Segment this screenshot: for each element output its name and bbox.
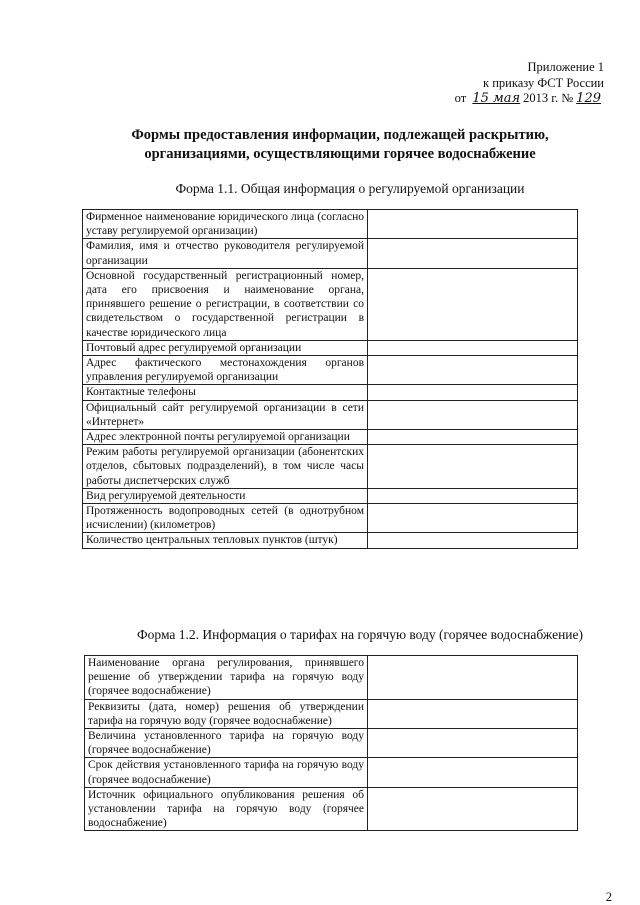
order-date-line (455, 91, 604, 107)
row-value-cell (368, 340, 578, 355)
table-row (83, 268, 578, 340)
table-row (83, 385, 578, 400)
row-value-cell (368, 488, 578, 503)
row-value-cell (368, 356, 578, 385)
table-row (83, 488, 578, 503)
table-row (83, 400, 578, 429)
row-value-cell (368, 268, 578, 340)
row-value-cell (368, 400, 578, 429)
table-row (83, 430, 578, 445)
row-value-cell (368, 729, 578, 758)
row-value-cell (368, 699, 578, 728)
row-value-cell (368, 504, 578, 533)
table-row (85, 729, 578, 758)
row-label: Официальный сайт регулируемой организации в сети «Интернет» (83, 400, 368, 429)
table-row (83, 445, 578, 489)
table-row (85, 758, 578, 787)
row-value-cell (368, 430, 578, 445)
row-label: Фирменное наименование юридического лица (согласно уставу регулируемой организации) (83, 210, 368, 239)
table-row (83, 239, 578, 268)
row-value-cell (368, 758, 578, 787)
row-label: Режим работы регулируемой организации (абонентских отделов, сбытовых подразделений), в том числе часы работы диспетчерских служб (83, 445, 368, 489)
form-1-2-table (84, 655, 578, 831)
form-1-1-title: Форма 1.1. Общая информация о регулируемой организации (175, 181, 525, 196)
document-title: Формы предоставления информации, подлежащей раскрытию, организациями, осуществляющими горячее водоснабжение (131, 127, 549, 162)
order-year: 2013 г. № (523, 91, 574, 105)
row-label: Основной государственный регистрационный номер, дата его присвоения и наименование органа, принявшего решение о регистрации, в соответствии со свидетельством о государственной регистрации в качестве юридического лица (83, 268, 368, 340)
row-value-cell (368, 239, 578, 268)
row-label: Фамилия, имя и отчество руководителя регулируемой организации (83, 239, 368, 268)
row-value-cell (368, 656, 578, 700)
table-row (83, 356, 578, 385)
table-row (83, 533, 578, 548)
table-row (83, 210, 578, 239)
appendix-label: Приложение 1 (527, 60, 604, 74)
row-label: Протяженность водопроводных сетей (в однотрубном исчислении) (километров) (83, 504, 368, 533)
row-label: Источник официального опубликования решения об установлении тарифа на горячую воду (горячее водоснабжение) (85, 787, 368, 831)
row-value-cell (368, 445, 578, 489)
row-value-cell (368, 533, 578, 548)
handwritten-date: 15 мая (472, 91, 521, 106)
table-row (85, 656, 578, 700)
table-row (83, 340, 578, 355)
row-label: Срок действия установленного тарифа на горячую воду (горячее водоснабжение) (85, 758, 368, 787)
row-value-cell (368, 210, 578, 239)
row-label: Количество центральных тепловых пунктов (штук) (83, 533, 368, 548)
table-row (83, 504, 578, 533)
form-1-2-title: Форма 1.2. Информация о тарифах на горячую воду (горячее водоснабжение) (136, 627, 584, 642)
row-label: Реквизиты (дата, номер) решения об утверждении тарифа на горячую воду (горячее водоснабжение) (85, 699, 368, 728)
table-row (85, 787, 578, 831)
row-label: Вид регулируемой деятельности (83, 488, 368, 503)
row-label: Наименование органа регулирования, принявшего решение об утверждении тарифа на горячую воду (горячее водоснабжение) (85, 656, 368, 700)
appendix-header (455, 60, 604, 107)
handwritten-order-number: 129 (576, 91, 601, 106)
form-1-1-table (82, 209, 578, 549)
row-label: Контактные телефоны (83, 385, 368, 400)
row-label: Адрес фактического местонахождения органов управления регулируемой организации (83, 356, 368, 385)
row-label: Почтовый адрес регулируемой организации (83, 340, 368, 355)
row-label: Адрес электронной почты регулируемой организации (83, 430, 368, 445)
page-number: 2 (605, 890, 612, 904)
row-label: Величина установленного тарифа на горячую воду (горячее водоснабжение) (85, 729, 368, 758)
row-value-cell (368, 385, 578, 400)
order-reference: к приказу ФСТ России (483, 75, 604, 90)
row-value-cell (368, 787, 578, 831)
date-prefix: от (454, 91, 467, 105)
table-row (85, 699, 578, 728)
